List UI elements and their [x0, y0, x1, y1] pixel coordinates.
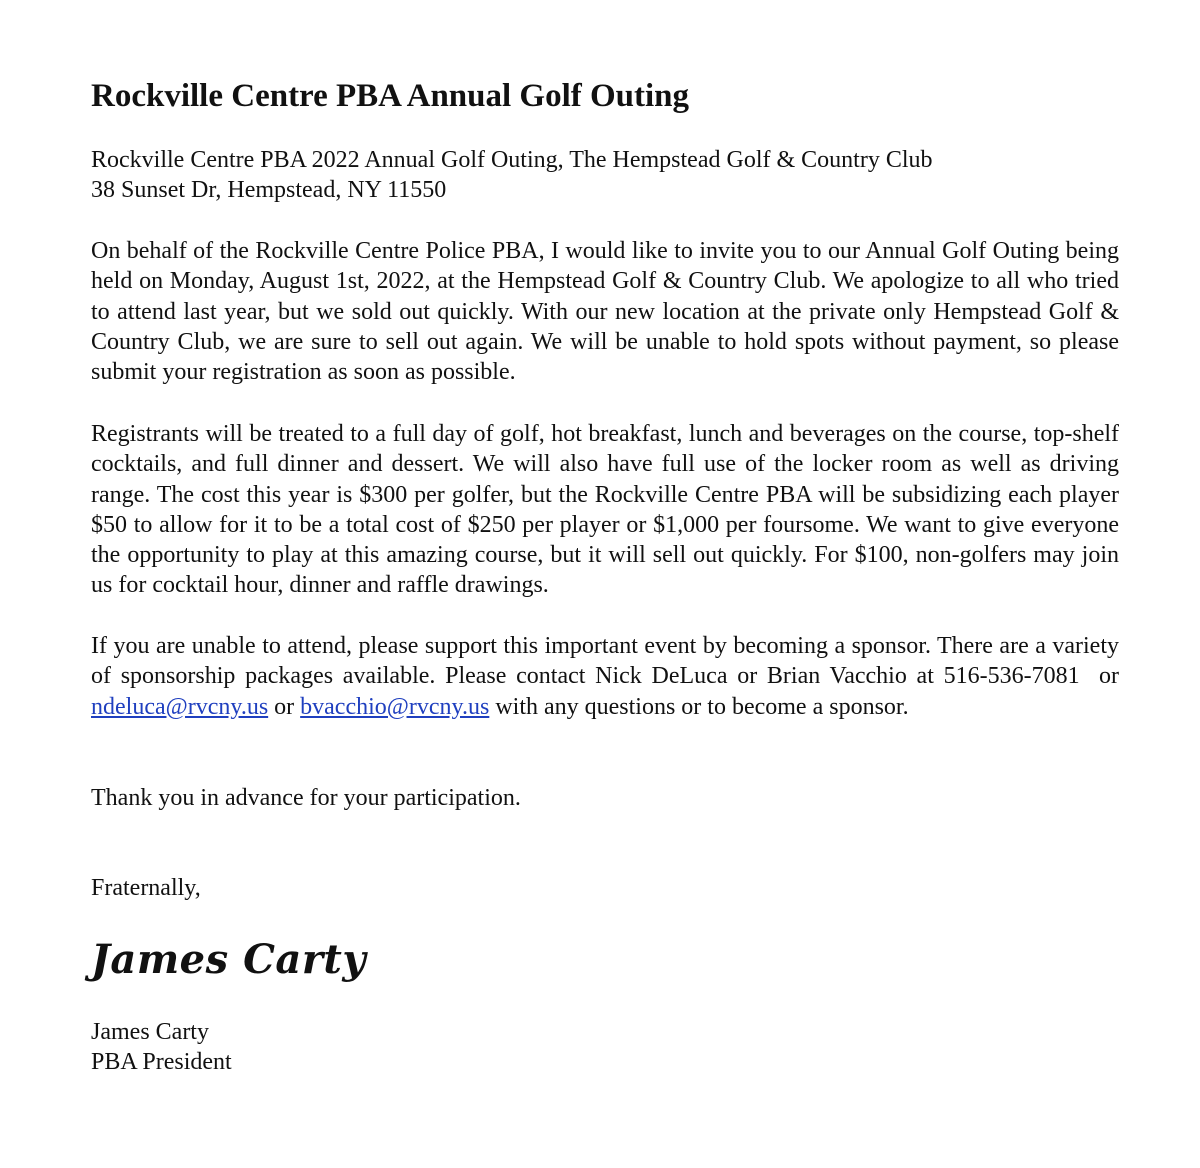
invitation-paragraph: On behalf of the Rockville Centre Police PBA, I would like to invite you to our Annual Golf Outing being held on Monday, August 1st, 2022, at the Hempstead Golf & Country Club. We apologize to all who tried to attend last year, but we sold out quickly. With our new location at the private only Hempstead Golf & Country Club, we are sure to sell out again. We will be unable to hold spots without payment, so please submit your registration as soon as possible.	[91, 238, 1119, 386]
sponsorship-paragraph	[91, 631, 1119, 722]
signer-block	[91, 1017, 1119, 1078]
contact-phone: 516-536-7081	[943, 663, 1080, 690]
or-text-2: or	[274, 693, 295, 720]
registration-details-paragraph: Registrants will be treated to a full day of golf, hot breakfast, lunch and beverages on the course, top-shelf cocktails, and full dinner and dessert. We will also have full use of the locker room as well as driving range. The cost this year is $300 per golfer, but the Rockville Centre PBA will be subsidizing each player $50 to allow for it to be a total cost of $250 per player or $1,000 per foursome. We want to give everyone the opportunity to play at this amazing course, but it will sell out quickly. For $100, non-golfers may join us for cocktail hour, dinner and raffle drawings.	[91, 421, 1119, 599]
or-text-1: or	[1099, 663, 1120, 690]
thank-you-paragraph: Thank you in advance for your participation.	[91, 785, 521, 811]
email-link-ndeluca[interactable]: ndeluca@rvcny.us	[91, 693, 269, 720]
signer-title: PBA President	[91, 1049, 232, 1076]
closing-salutation: Fraternally,	[91, 875, 201, 901]
address-line: 38 Sunset Dr, Hempstead, NY 11550	[91, 177, 447, 204]
page-title: Rockville Centre PBA Annual Golf Outing	[91, 78, 690, 114]
sponsorship-closing-text: with any questions or to become a sponsor.	[495, 693, 909, 720]
signer-name: James Carty	[91, 1019, 209, 1045]
email-link-bvacchio[interactable]: bvacchio@rvcny.us	[300, 693, 490, 720]
sponsorship-text: If you are unable to attend, please support this important event by becoming a sponsor. There are a variety of sponsorship packages available. Please contact Nick DeLuca or Brian Vacchio at	[91, 633, 1119, 690]
event-header	[91, 145, 1119, 206]
signature: James Carty	[91, 936, 367, 983]
event-line: Rockville Centre PBA 2022 Annual Golf Outing, The Hempstead Golf & Country Club	[91, 147, 933, 173]
